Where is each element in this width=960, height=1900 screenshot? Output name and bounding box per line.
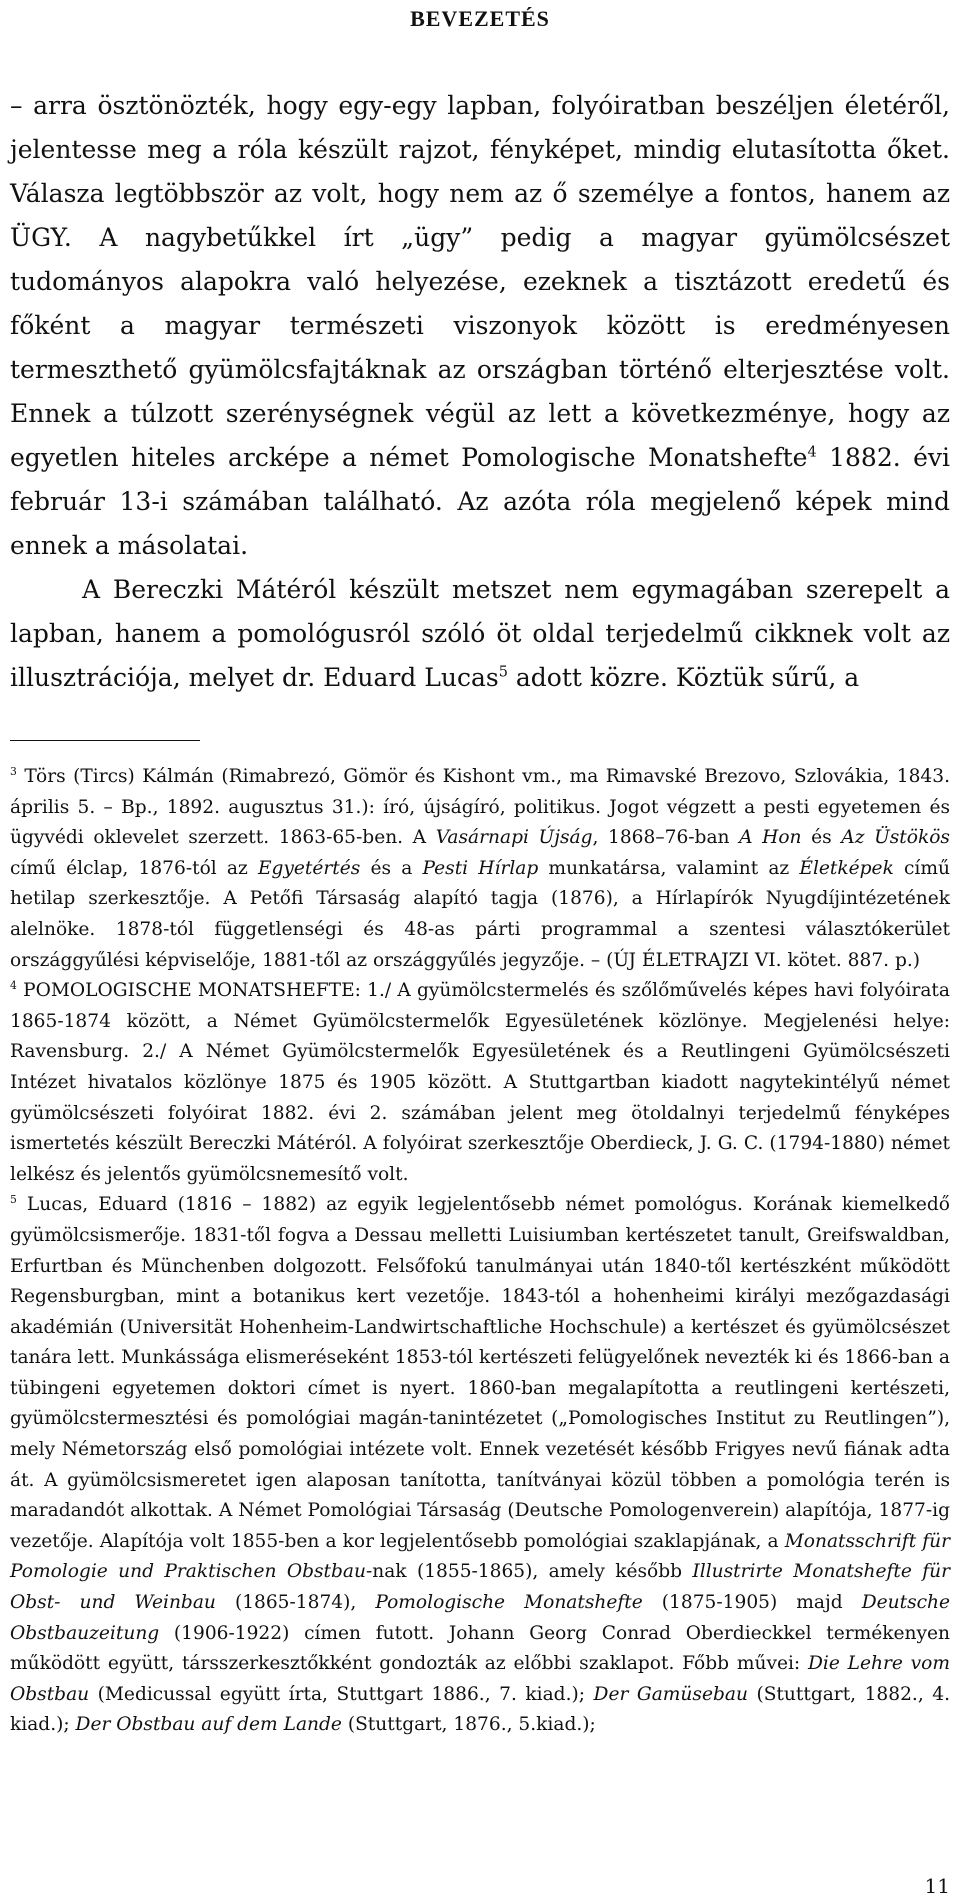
running-header: BEVEZETÉS	[410, 6, 550, 31]
footnote-separator	[10, 740, 200, 741]
footnote-italic: Egyetértés	[257, 857, 361, 879]
footnote-italic: Vasárnapi Újság	[435, 827, 593, 849]
paragraph-1-end: 1882. évi február 13-i számában található. Az azóta róla megjelenő képek mind ennek a másolatai.	[10, 443, 950, 560]
footnote-text: (Medicussal együtt írta, Stuttgart 1886., 7. kiad.);	[89, 1683, 594, 1705]
page-number: 11	[924, 1874, 950, 1898]
footnote-text: POMOLOGISCHE MONATSHEFTE: 1./ A gyümölcstermelés és szőlőművelés képes havi folyóirata 1865-1874 között, a Német Gyümölcstermelők Egyesületének közlönye. Megjelenési helye: Ravensburg. 2./ A Német Gyümölcstermelők Egyesületének és a Reutlingeni Gyümölcsészeti Intézet hivatalos közlönye 1875 és 1905 között. A Stuttgartban kiadott nagytekintélyű német gyümölcsészeti folyóirat 1882. évi 2. számában jelent meg ötoldalnyi terjedelmű fényképes ismertetés készült Bereczki Mátéról. A folyóirat szerkesztője Oberdieck, J. G. C. (1794-1880) német lelkész és jelentős gyümölcsnemesítő volt.	[10, 980, 950, 1185]
paragraph-2	[10, 568, 950, 700]
footnote-italic: Az Üstökös	[841, 827, 950, 849]
footnote-number: 3	[10, 764, 17, 778]
footnote-ref-4[interactable]: 4	[807, 444, 817, 461]
footnote-text: , 1868–76-ban	[592, 827, 740, 849]
footnote-text: (1906-1922) címen futott. Johann Georg Conrad Oberdieckkel termékenyen működött együtt, társszerkesztőkként gondozták az előbbi szaklapot. Főbb művei:	[10, 1622, 950, 1675]
footnote-number: 5	[10, 1193, 17, 1207]
footnote-italic: Der Gamüsebau	[593, 1683, 748, 1705]
footnote-text: és a	[360, 857, 423, 879]
footnote-text: (1865-1874),	[215, 1592, 376, 1614]
footnote-text: című hetilap szerkesztője. A Petőfi Társaság alapító tagja (1876), a Hírlapírók Nyugdíjintézetének alelnöke. 1878-tól függetlenségi és 48-as párti programmal a szentesi választókerület országgyűlési képviselője, 1881-től az országgyűlés jegyzője. – (ÚJ ÉLETRAJZI VI. kötet. 887. p.)	[10, 857, 950, 971]
main-text	[10, 84, 950, 700]
footnote-italic: Illustrirte Monatshefte für Obst- und Weinbau	[10, 1561, 950, 1614]
footnote-5	[10, 1190, 950, 1741]
footnote-text: című élclap, 1876-tól az	[10, 857, 258, 879]
paragraph-2-text: A Bereczki Mátéról készült metszet nem egymagában szerepelt a lapban, hanem a pomológusról szóló öt oldal terjedelmű cikknek volt az illusztrációja, melyet dr. Eduard Lucas	[10, 575, 950, 692]
footnote-text: Törs (Tircs) Kálmán (Rimabrezó, Gömör és Kishont vm., ma Rimavské Brezovo, Szlovákia, 1843. április 5. – Bp., 1892. augusztus 31.): író, újságíró, politikus. Jogot végzett a pesti egyetemen és ügyvédi oklevelet szerzett. 1863-65-ben. A	[10, 766, 950, 849]
footnote-text: (1875-1905) majd	[642, 1592, 862, 1614]
footnote-italic: Pomologische Monatshefte	[375, 1592, 643, 1614]
footnote-number: 4	[10, 978, 17, 992]
footnote-4	[10, 976, 950, 1190]
paragraph-1	[10, 84, 950, 568]
footnote-italic: Pesti Hírlap	[422, 857, 539, 879]
footnote-text: munkatársa, valamint az	[538, 857, 800, 879]
footnote-text: (Stuttgart, 1882., 4. kiad.);	[10, 1683, 950, 1736]
footnote-italic: Monatsschrift für Pomologie und Praktischen Obstbau	[10, 1530, 950, 1583]
footnote-ref-5[interactable]: 5	[498, 664, 508, 681]
footnote-3	[10, 762, 950, 976]
footnotes	[10, 762, 950, 1741]
paragraph-2-end: adott közre. Köztük sűrű, a	[507, 663, 860, 692]
paragraph-1-text: – arra ösztönözték, hogy egy-egy lapban, folyóiratban beszéljen életéről, jelentesse meg a róla készült rajzot, fényképet, mindig elutasította őket. Válasza legtöbbször az volt, hogy nem az ő személye a fontos, hanem az ÜGY. A nagybetűkkel írt „ügy” pedig a magyar gyümölcsészet tudományos alapokra való helyezése, ezeknek a tisztázott eredetű és főként a magyar természeti viszonyok között is eredményesen termeszthető gyümölcsfajtáknak az országban történő elterjesztése volt. Ennek a túlzott szerénységnek végül az lett a következménye, hogy az egyetlen hiteles arcképe a német Pomologische Monatshefte	[10, 91, 950, 472]
footnote-text: (Stuttgart, 1876., 5.kiad.);	[341, 1714, 596, 1736]
footnote-italic: Der Obstbau auf dem Lande	[75, 1714, 342, 1736]
footnote-italic: Életképek	[799, 857, 894, 879]
footnote-text: Lucas, Eduard (1816 – 1882) az egyik legjelentősebb német pomológus. Korának kiemelkedő gyümölcsismerője. 1831-től fogva a Dessau melletti Luisiumban kertészetet tanult, Greifswaldban, Erfurtban és Münchenben dolgozott. Felsőfokú tanulmányai után 1840-től kertészként működött Regensburgban, mint a botanikus kert vezetője. 1843-tól a hohenheimi királyi mezőgazdasági akadémián (Universität Hohenheim-Landwirtschaftliche Hochschule) a kertészet és gyümölcsészet tanára lett. Munkássága elismeréseként 1853-tól kertészeti felügyelőnek nevezték ki és 1866-ban a tübingeni egyetemen doktori címet is nyert. 1860-ban megalapította a reutlingeni kertészeti, gyümölcstermesztési és pomológiai magán-tanintézetet („Pomologisches Institut zu Reutlingen”), mely Németország első pomológiai intézete volt. Ennek vezetését később Frigyes nevű fiának adta át. A gyümölcsismeretet igen alaposan tanította, tanítványai közül többen a pomológia terén is maradandót alkottak. A Német Pomológiai Társaság (Deutsche Pomologenverein) alapítója, 1877-ig vezetője. Alapítója volt 1855-ben a kor legjelentősebb pomológiai szaklapjának, a	[10, 1194, 950, 1552]
footnote-text: -nak (1855-1865), amely később	[365, 1561, 693, 1583]
footnote-italic: A Hon	[739, 827, 802, 849]
footnote-text: és	[801, 827, 842, 849]
footnote-italic: Die Lehre vom Obstbau	[10, 1653, 950, 1705]
footnote-italic: Deutsche Obstbauzeitung	[10, 1592, 951, 1644]
